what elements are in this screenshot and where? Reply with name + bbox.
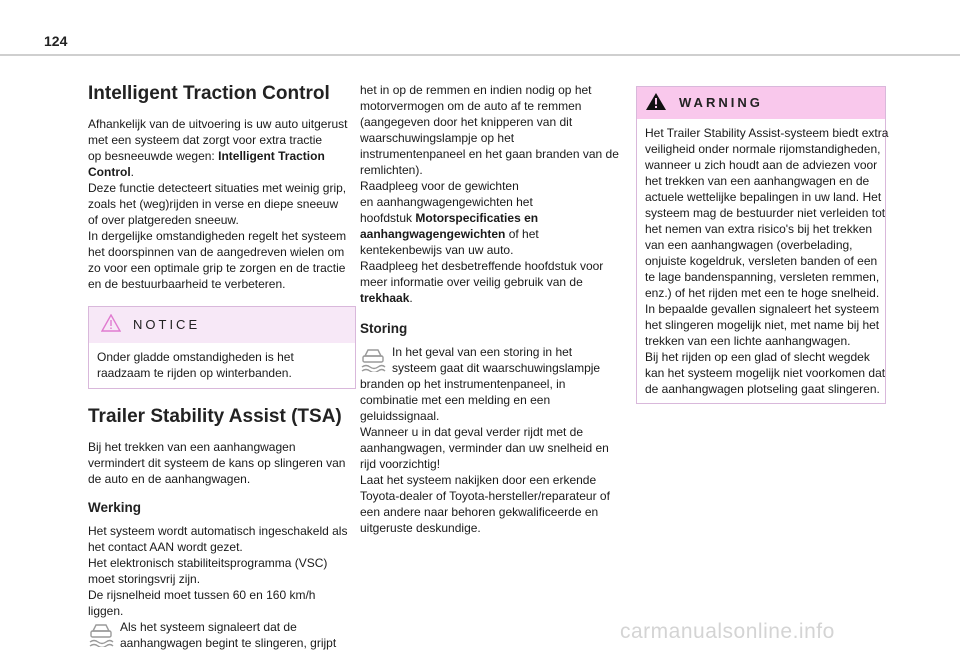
itc-intro: Afhankelijk van de uitvoering is uw auto uitgerust met een systeem dat zorgt voor extra tractie op besneeuwde wegen: Intelligent Traction Control. Deze functie detecteert situaties met weinig grip, zoals het (weg)rijden in verse en diepe sneeuw of over platgereden sneeuw. In dergelijke omstandigheden regelt het systeem het doorspinnen van de aangedreven wielen om zo voor een optimale grip te zorgen en de tractie en de bestuurbaarheid te verbeteren.	[88, 117, 348, 291]
page-number: 124	[44, 33, 68, 49]
warning-title: WARNING	[679, 95, 763, 110]
column-right	[636, 86, 889, 404]
subsection-werking: Werking	[88, 500, 142, 515]
werking-text: Het systeem wordt automatisch ingeschakeld als het contact AAN wordt gezet. Het elektronisch stabiliteitsprogramma (VSC) moet storingsvrij zijn. De rijsnelheid moet tussen 60 en 160 km/h liggen.	[88, 524, 348, 618]
header-divider	[0, 54, 960, 56]
column-left	[88, 82, 356, 651]
warning-text: Het Trailer Stability Assist-systeem biedt extra veiligheid onder normale rijomstandigheden, wanneer u zich houdt aan de adviezen voor het trekken van een aanhangwagen en de actuele wettelijke bepalingen in uw land. Het systeem mag de bestuurder niet verleiden tot het nemen van extra risico's bij het trekken van een aanhangwagen (overbelading, onjuiste kogeldruk, versleten banden of een te lage bandenspanning, versleten remmen, enz.) of het rijden met een te hoge snelheid. In bepaalde gevallen signaleert het systeem het slingeren mogelijk niet, met name bij het trekken van een lichte aanhangwagen. Bij het rijden op een glad of slecht wegdek kan het systeem mogelijk niet voorkomen dat de aanhangwagen plotseling gaat slingeren.	[645, 126, 889, 396]
warning-triangle-icon	[645, 92, 667, 115]
notice-text: Onder gladde omstandigheden is het raadzaam te rijden op winterbanden.	[97, 350, 294, 380]
storing-text: branden op het instrumentenpaneel, in combinatie met een melding en een geluidssignaal. Wanneer u in dat geval verder rijdt met de aanhangwagen, verminder dan uw snelheid en rijd voorzichtig! Laat het systeem nakijken door een erkende Toyota-dealer of Toyota-hersteller/reparateur of een andere naar behoren gekwalificeerde en uitgeruste deskundige.	[360, 377, 610, 535]
tsa-continued-text: het in op de remmen en indien nodig op het motorvermogen om de auto af te remmen (aangegeven door het knipperen van dit waarschuwingslampje op het instrumentenpaneel en het gaan branden van de remlichten). Raadpleeg voor de gewichten en aanhangwagengewichten het hoofdstuk Motorspecificaties en aanhangwagengewichten of het kentekenbewijs van uw auto. Raadpleeg het desbetreffende hoofdstuk voor meer informatie over veilig gebruik van de trekhaak.	[360, 83, 619, 305]
caution-triangle-icon	[101, 314, 121, 336]
tsa-intro: Bij het trekken van een aanhangwagen vermindert dit systeem de kans op slingeren van de auto en de aanhangwagen.	[88, 440, 346, 486]
tsa-lamp-text: Als het systeem signaleert dat de aanhangwagen begint te slingeren, grijpt	[120, 620, 337, 650]
tsa-warning-lamp-row	[88, 619, 356, 651]
notice-title: NOTICE	[133, 317, 201, 332]
skidding-car-icon	[360, 346, 386, 376]
column-middle	[360, 82, 622, 536]
subsection-storing: Storing	[360, 321, 408, 336]
watermark: carmanualsonline.info	[620, 620, 835, 643]
warning-header	[637, 87, 885, 119]
section-title-tsa: Trailer Stability Assist (TSA)	[88, 406, 342, 427]
notice-header	[89, 307, 355, 343]
notice-box	[88, 306, 356, 389]
storing-warning-lamp-row	[360, 344, 622, 376]
storing-lamp-text: In het geval van een storing in het systeem gaat dit waarschuwingslampje	[392, 345, 601, 375]
warning-box	[636, 86, 889, 404]
skidding-car-icon	[88, 621, 114, 651]
section-title-itc: Intelligent Traction Control	[88, 83, 330, 104]
